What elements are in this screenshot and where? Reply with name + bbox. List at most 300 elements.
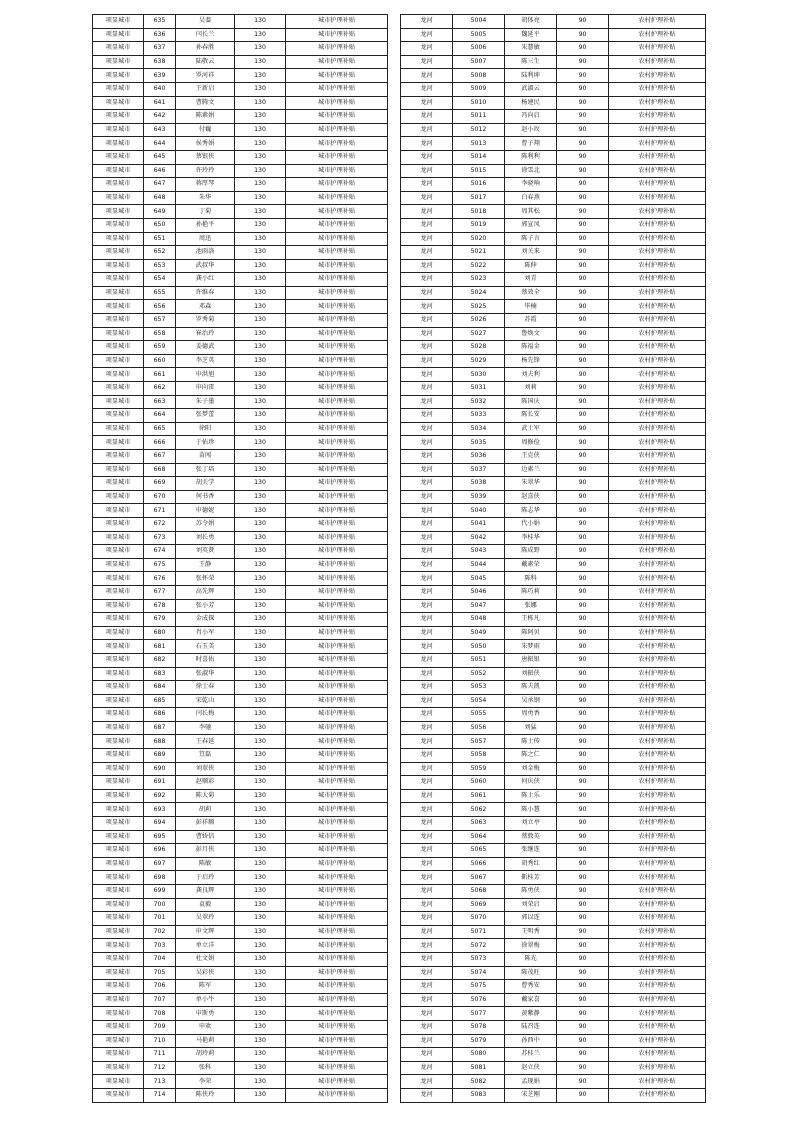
area-cell: 项显城市 [93, 925, 144, 939]
serial-cell: 5058 [453, 749, 505, 763]
name-cell: 陈长安 [505, 409, 557, 423]
type-cell: 农村护理补贴 [609, 626, 706, 640]
amount-cell: 90 [557, 1061, 609, 1075]
table-row [93, 1061, 388, 1075]
amount-cell: 130 [235, 477, 286, 491]
type-cell: 农村护理补贴 [609, 259, 706, 273]
name-cell: 胡秀红 [505, 857, 557, 871]
name-cell: 陈三生 [505, 55, 557, 69]
name-cell: 陈士传 [505, 735, 557, 749]
amount-cell: 130 [235, 1020, 286, 1034]
area-cell: 龙河 [401, 123, 453, 137]
type-cell: 城市护理补贴 [286, 463, 388, 477]
serial-cell: 5031 [453, 382, 505, 396]
type-cell: 农村护理补贴 [609, 409, 706, 423]
amount-cell: 90 [557, 993, 609, 1007]
type-cell: 城市护理补贴 [286, 898, 388, 912]
area-cell: 项显城市 [93, 762, 144, 776]
amount-cell: 130 [235, 613, 286, 627]
name-cell: 于佑珍 [176, 436, 235, 450]
table-row [401, 939, 706, 953]
serial-cell: 5082 [453, 1075, 505, 1089]
serial-cell: 643 [144, 123, 176, 137]
area-cell: 龙河 [401, 789, 453, 803]
amount-cell: 130 [235, 205, 286, 219]
type-cell: 城市护理补贴 [286, 993, 388, 1007]
name-cell: 刘荣启 [505, 898, 557, 912]
serial-cell: 707 [144, 993, 176, 1007]
amount-cell: 130 [235, 55, 286, 69]
name-cell: 龚良辉 [176, 885, 235, 899]
area-cell: 项显城市 [93, 382, 144, 396]
area-cell: 项显城市 [93, 232, 144, 246]
table-row [93, 110, 388, 124]
table-row [93, 1007, 388, 1021]
amount-cell: 130 [235, 382, 286, 396]
serial-cell: 5059 [453, 762, 505, 776]
name-cell: 金成探 [176, 613, 235, 627]
type-cell: 农村护理补贴 [609, 1075, 706, 1089]
serial-cell: 5053 [453, 681, 505, 695]
type-cell: 农村护理补贴 [609, 939, 706, 953]
table-row [93, 1088, 388, 1102]
name-cell: 吴蓁 [176, 15, 235, 29]
table-row [401, 327, 706, 341]
type-cell: 城市护理补贴 [286, 1088, 388, 1102]
area-cell: 项显城市 [93, 42, 144, 56]
type-cell: 城市护理补贴 [286, 939, 388, 953]
area-cell: 龙河 [401, 1020, 453, 1034]
amount-cell: 90 [557, 42, 609, 56]
amount-cell: 90 [557, 626, 609, 640]
name-cell: 陆敬云 [176, 55, 235, 69]
table-row [401, 885, 706, 899]
area-cell: 项显城市 [93, 640, 144, 654]
amount-cell: 90 [557, 640, 609, 654]
amount-cell: 90 [557, 667, 609, 681]
serial-cell: 5068 [453, 885, 505, 899]
type-cell: 农村护理补贴 [609, 599, 706, 613]
name-cell: 许玲玲 [176, 164, 235, 178]
serial-cell: 690 [144, 762, 176, 776]
area-cell: 项显城市 [93, 314, 144, 328]
table-row [93, 980, 388, 994]
amount-cell: 90 [557, 613, 609, 627]
area-cell: 龙河 [401, 368, 453, 382]
serial-cell: 664 [144, 409, 176, 423]
amount-cell: 130 [235, 490, 286, 504]
table-row [401, 667, 706, 681]
type-cell: 农村护理补贴 [609, 504, 706, 518]
serial-cell: 639 [144, 69, 176, 83]
type-cell: 城市护理补贴 [286, 613, 388, 627]
area-cell: 项显城市 [93, 286, 144, 300]
amount-cell: 90 [557, 885, 609, 899]
area-cell: 龙河 [401, 857, 453, 871]
serial-cell: 649 [144, 205, 176, 219]
amount-cell: 90 [557, 273, 609, 287]
serial-cell: 711 [144, 1048, 176, 1062]
serial-cell: 5024 [453, 286, 505, 300]
name-cell: 王静 [176, 558, 235, 572]
area-cell: 龙河 [401, 844, 453, 858]
table-row [93, 708, 388, 722]
table-row [401, 1048, 706, 1062]
serial-cell: 650 [144, 218, 176, 232]
name-cell: 陈伸 [505, 259, 557, 273]
serial-cell: 710 [144, 1034, 176, 1048]
serial-cell: 5042 [453, 531, 505, 545]
name-cell: 陈国庆 [505, 395, 557, 409]
serial-cell: 658 [144, 327, 176, 341]
area-cell: 项显城市 [93, 708, 144, 722]
serial-cell: 5056 [453, 721, 505, 735]
type-cell: 城市护理补贴 [286, 1007, 388, 1021]
amount-cell: 130 [235, 300, 286, 314]
amount-cell: 90 [557, 368, 609, 382]
type-cell: 城市护理补贴 [286, 218, 388, 232]
area-cell: 龙河 [401, 762, 453, 776]
type-cell: 城市护理补贴 [286, 42, 388, 56]
area-cell: 龙河 [401, 572, 453, 586]
table-row [93, 531, 388, 545]
serial-cell: 653 [144, 259, 176, 273]
name-cell: 魏延平 [505, 28, 557, 42]
amount-cell: 130 [235, 137, 286, 151]
serial-cell: 671 [144, 504, 176, 518]
area-cell: 项显城市 [93, 980, 144, 994]
serial-cell: 682 [144, 653, 176, 667]
amount-cell: 130 [235, 585, 286, 599]
amount-cell: 90 [557, 354, 609, 368]
area-cell: 项显城市 [93, 599, 144, 613]
table-row [401, 1020, 706, 1034]
table-row [401, 55, 706, 69]
table-row [93, 395, 388, 409]
table-row [401, 96, 706, 110]
amount-cell: 130 [235, 531, 286, 545]
amount-cell: 130 [235, 966, 286, 980]
serial-cell: 5075 [453, 980, 505, 994]
table-row [401, 382, 706, 396]
serial-cell: 677 [144, 585, 176, 599]
amount-cell: 90 [557, 912, 609, 926]
name-cell: 王明秀 [505, 925, 557, 939]
amount-cell: 130 [235, 545, 286, 559]
name-cell: 吴承钢 [505, 694, 557, 708]
type-cell: 农村护理补贴 [609, 110, 706, 124]
name-cell: 陈勇侠 [505, 885, 557, 899]
name-cell: 赵小玫 [505, 123, 557, 137]
type-cell: 城市护理补贴 [286, 341, 388, 355]
serial-cell: 5027 [453, 327, 505, 341]
serial-cell: 641 [144, 96, 176, 110]
table-row [93, 82, 388, 96]
area-cell: 龙河 [401, 925, 453, 939]
table-row [401, 803, 706, 817]
table-row [93, 789, 388, 803]
type-cell: 农村护理补贴 [609, 694, 706, 708]
area-cell: 龙河 [401, 1034, 453, 1048]
name-cell: 张丁培 [176, 463, 235, 477]
amount-cell: 90 [557, 558, 609, 572]
area-cell: 龙河 [401, 341, 453, 355]
area-cell: 龙河 [401, 558, 453, 572]
type-cell: 城市护理补贴 [286, 789, 388, 803]
area-cell: 项显城市 [93, 803, 144, 817]
serial-cell: 646 [144, 164, 176, 178]
area-cell: 项显城市 [93, 15, 144, 29]
type-cell: 农村护理补贴 [609, 1007, 706, 1021]
area-cell: 项显城市 [93, 259, 144, 273]
name-cell: 胡玲莉 [176, 1048, 235, 1062]
name-cell: 时喜佑 [176, 653, 235, 667]
type-cell: 农村护理补贴 [609, 450, 706, 464]
serial-cell: 5083 [453, 1088, 505, 1102]
name-cell: 罗秀菊 [176, 314, 235, 328]
table-row [93, 1075, 388, 1089]
name-cell: 武士军 [505, 422, 557, 436]
name-cell: 袁毅 [176, 898, 235, 912]
name-cell: 笪磊 [176, 749, 235, 763]
table-row [93, 762, 388, 776]
area-cell: 龙河 [401, 354, 453, 368]
name-cell: 黄紫静 [505, 1007, 557, 1021]
serial-cell: 5039 [453, 490, 505, 504]
amount-cell: 90 [557, 82, 609, 96]
amount-cell: 90 [557, 1088, 609, 1102]
left-table [92, 14, 388, 1103]
name-cell: 孟现娟 [505, 1075, 557, 1089]
type-cell: 城市护理补贴 [286, 409, 388, 423]
table-row [401, 300, 706, 314]
amount-cell: 90 [557, 314, 609, 328]
area-cell: 龙河 [401, 477, 453, 491]
area-cell: 项显城市 [93, 82, 144, 96]
area-cell: 龙河 [401, 232, 453, 246]
area-cell: 项显城市 [93, 463, 144, 477]
serial-cell: 637 [144, 42, 176, 56]
amount-cell: 130 [235, 667, 286, 681]
name-cell: 张淑华 [176, 667, 235, 681]
amount-cell: 130 [235, 857, 286, 871]
area-cell: 龙河 [401, 871, 453, 885]
serial-cell: 5071 [453, 925, 505, 939]
table-row [93, 952, 388, 966]
serial-cell: 659 [144, 341, 176, 355]
serial-cell: 647 [144, 178, 176, 192]
area-cell: 项显城市 [93, 164, 144, 178]
type-cell: 城市护理补贴 [286, 15, 388, 29]
type-cell: 农村护理补贴 [609, 1020, 706, 1034]
serial-cell: 645 [144, 150, 176, 164]
area-cell: 龙河 [401, 382, 453, 396]
amount-cell: 90 [557, 857, 609, 871]
name-cell: 边素兰 [505, 463, 557, 477]
amount-cell: 130 [235, 599, 286, 613]
name-cell: 姜德武 [176, 341, 235, 355]
area-cell: 项显城市 [93, 504, 144, 518]
type-cell: 农村护理补贴 [609, 749, 706, 763]
serial-cell: 651 [144, 232, 176, 246]
serial-cell: 696 [144, 844, 176, 858]
area-cell: 龙河 [401, 286, 453, 300]
amount-cell: 90 [557, 477, 609, 491]
type-cell: 城市护理补贴 [286, 925, 388, 939]
table-row [401, 477, 706, 491]
name-cell: 苏桂兰 [505, 1048, 557, 1062]
area-cell: 项显城市 [93, 205, 144, 219]
amount-cell: 130 [235, 1075, 286, 1089]
name-cell: 赵立侠 [505, 1061, 557, 1075]
type-cell: 农村护理补贴 [609, 55, 706, 69]
table-row [401, 82, 706, 96]
name-cell: 朱华 [176, 191, 235, 205]
table-row [401, 422, 706, 436]
area-cell: 项显城市 [93, 1075, 144, 1089]
table-row [93, 1048, 388, 1062]
serial-cell: 5072 [453, 939, 505, 953]
amount-cell: 90 [557, 178, 609, 192]
serial-cell: 5021 [453, 246, 505, 260]
table-row [93, 42, 388, 56]
serial-cell: 666 [144, 436, 176, 450]
area-cell: 项显城市 [93, 191, 144, 205]
serial-cell: 5043 [453, 545, 505, 559]
type-cell: 农村护理补贴 [609, 830, 706, 844]
type-cell: 城市护理补贴 [286, 572, 388, 586]
serial-cell: 5040 [453, 504, 505, 518]
amount-cell: 90 [557, 110, 609, 124]
amount-cell: 130 [235, 42, 286, 56]
area-cell: 项显城市 [93, 1061, 144, 1075]
serial-cell: 681 [144, 640, 176, 654]
name-cell: 刘金梅 [505, 762, 557, 776]
type-cell: 农村护理补贴 [609, 123, 706, 137]
amount-cell: 90 [557, 137, 609, 151]
area-cell: 项显城市 [93, 817, 144, 831]
type-cell: 城市护理补贴 [286, 477, 388, 491]
table-row [93, 912, 388, 926]
name-cell: 陈茂旺 [505, 966, 557, 980]
table-row [93, 259, 388, 273]
table-row [93, 15, 388, 29]
table-row [401, 653, 706, 667]
amount-cell: 90 [557, 776, 609, 790]
serial-cell: 5016 [453, 178, 505, 192]
table-row [401, 681, 706, 695]
amount-cell: 130 [235, 463, 286, 477]
serial-cell: 691 [144, 776, 176, 790]
type-cell: 农村护理补贴 [609, 925, 706, 939]
serial-cell: 5015 [453, 164, 505, 178]
type-cell: 城市护理补贴 [286, 273, 388, 287]
name-cell: 丁菊 [176, 205, 235, 219]
serial-cell: 5078 [453, 1020, 505, 1034]
table-row [93, 1034, 388, 1048]
type-cell: 城市护理补贴 [286, 1048, 388, 1062]
serial-cell: 698 [144, 871, 176, 885]
amount-cell: 90 [557, 463, 609, 477]
area-cell: 龙河 [401, 721, 453, 735]
area-cell: 龙河 [401, 150, 453, 164]
area-cell: 龙河 [401, 993, 453, 1007]
area-cell: 项显城市 [93, 218, 144, 232]
table-row [401, 1088, 706, 1102]
area-cell: 龙河 [401, 15, 453, 29]
table-row [93, 246, 388, 260]
serial-cell: 636 [144, 28, 176, 42]
area-cell: 项显城市 [93, 885, 144, 899]
area-cell: 项显城市 [93, 626, 144, 640]
table-row [93, 885, 388, 899]
area-cell: 项显城市 [93, 572, 144, 586]
type-cell: 农村护理补贴 [609, 15, 706, 29]
table-row [401, 178, 706, 192]
area-cell: 龙河 [401, 585, 453, 599]
name-cell: 周修俭 [505, 436, 557, 450]
name-cell: 曹腾文 [176, 96, 235, 110]
serial-cell: 5073 [453, 952, 505, 966]
serial-cell: 644 [144, 137, 176, 151]
amount-cell: 130 [235, 898, 286, 912]
serial-cell: 699 [144, 885, 176, 899]
type-cell: 农村护理补贴 [609, 246, 706, 260]
serial-cell: 648 [144, 191, 176, 205]
table-row [93, 314, 388, 328]
amount-cell: 130 [235, 110, 286, 124]
serial-cell: 660 [144, 354, 176, 368]
area-cell: 龙河 [401, 749, 453, 763]
type-cell: 城市护理补贴 [286, 82, 388, 96]
amount-cell: 130 [235, 1061, 286, 1075]
serial-cell: 5008 [453, 69, 505, 83]
type-cell: 农村护理补贴 [609, 382, 706, 396]
name-cell: 邓森 [176, 300, 235, 314]
name-cell: 陈士乐 [505, 789, 557, 803]
type-cell: 城市护理补贴 [286, 368, 388, 382]
name-cell: 刘莉 [505, 382, 557, 396]
type-cell: 农村护理补贴 [609, 708, 706, 722]
serial-cell: 652 [144, 246, 176, 260]
type-cell: 农村护理补贴 [609, 463, 706, 477]
table-row [93, 1020, 388, 1034]
name-cell: 刘振侠 [505, 667, 557, 681]
type-cell: 城市护理补贴 [286, 762, 388, 776]
area-cell: 项显城市 [93, 96, 144, 110]
serial-cell: 5074 [453, 966, 505, 980]
amount-cell: 90 [557, 327, 609, 341]
table-row [93, 817, 388, 831]
name-cell: 赵喜侠 [505, 490, 557, 504]
serial-cell: 5061 [453, 789, 505, 803]
table-row [93, 178, 388, 192]
area-cell: 项显城市 [93, 354, 144, 368]
type-cell: 城市护理补贴 [286, 246, 388, 260]
serial-cell: 5025 [453, 300, 505, 314]
amount-cell: 90 [557, 246, 609, 260]
type-cell: 城市护理补贴 [286, 817, 388, 831]
table-row [401, 572, 706, 586]
table-row [401, 436, 706, 450]
serial-cell: 5080 [453, 1048, 505, 1062]
area-cell: 龙河 [401, 980, 453, 994]
area-cell: 龙河 [401, 490, 453, 504]
amount-cell: 130 [235, 28, 286, 42]
name-cell: 戴素荣 [505, 558, 557, 572]
name-cell: 徐雪北 [505, 164, 557, 178]
serial-cell: 712 [144, 1061, 176, 1075]
